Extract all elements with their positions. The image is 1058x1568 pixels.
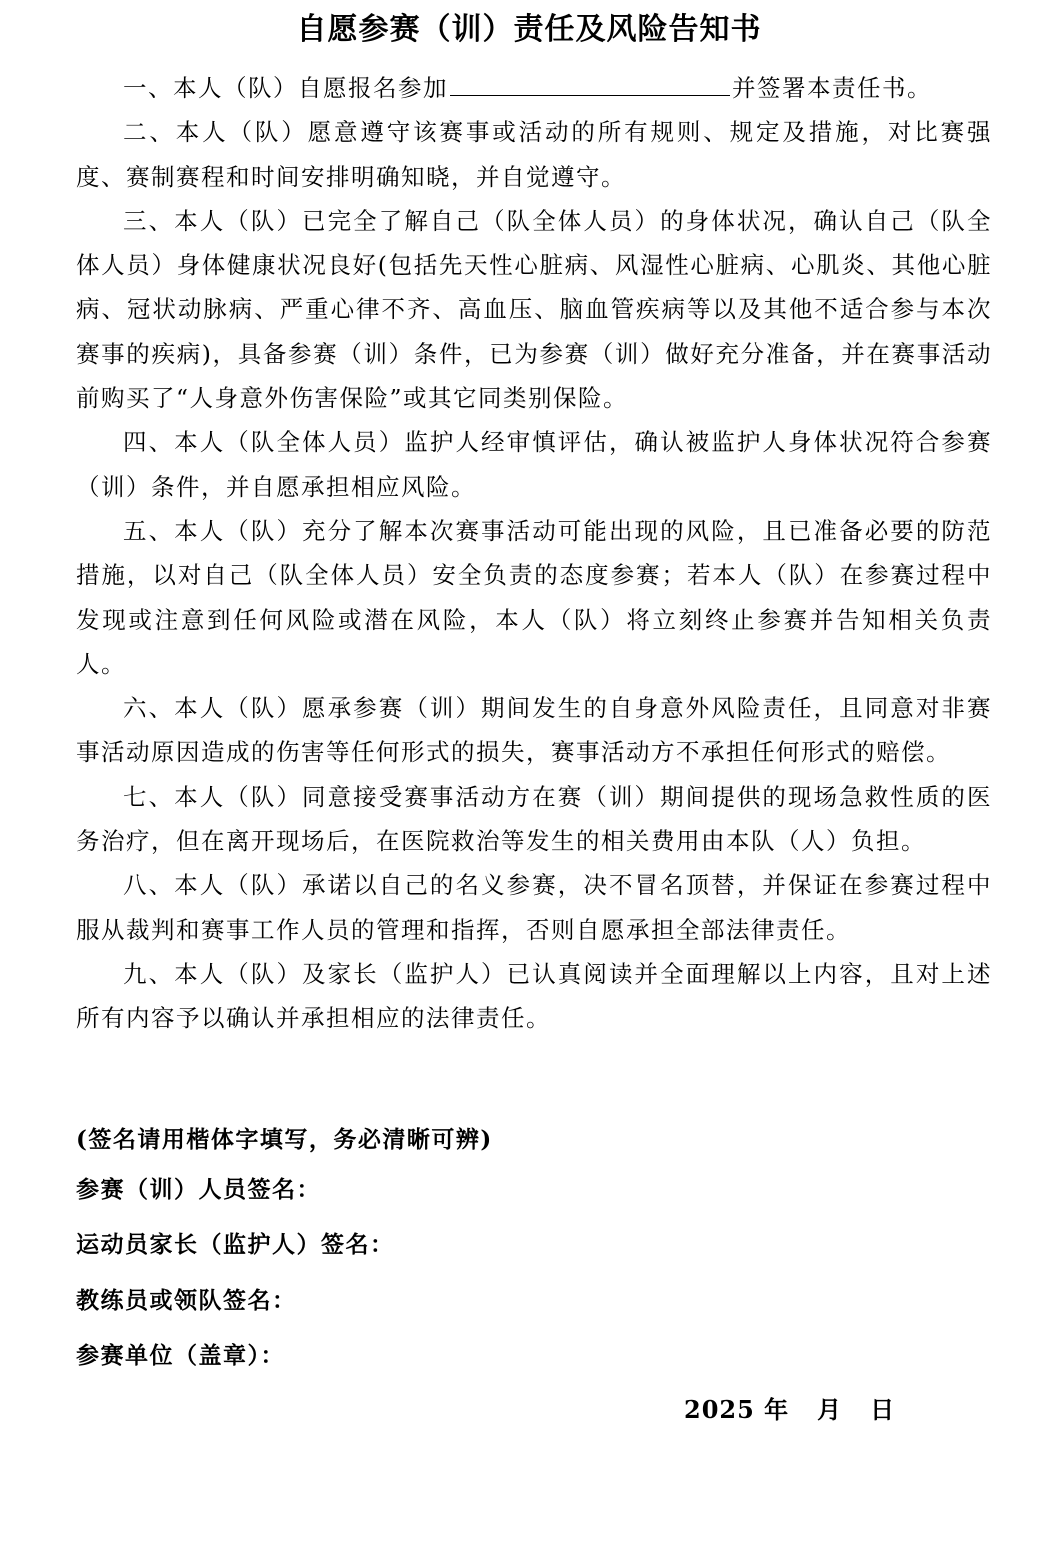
date-year-label: 年 (764, 1395, 790, 1424)
document-body (76, 66, 992, 1041)
clause-7: 七、本人（队）同意接受赛事活动方在赛（训）期间提供的现场急救性质的医务治疗，但在离开现场后，在医院救治等发生的相关费用由本队（人）负担。 (76, 782, 992, 856)
clause-2: 二、本人（队）愿意遵守该赛事或活动的所有规则、规定及措施，对比赛强度、赛制赛程和时间安排明确知晓，并自觉遵守。 (76, 118, 992, 191)
clause-9: 九、本人（队）及家长（监护人）已认真阅读并全面理解以上内容，且对上述所有内容予以确认并承担相应的法律责任。 (76, 959, 992, 1033)
signing-date (684, 1390, 895, 1430)
date-day-label: 日 (870, 1395, 896, 1424)
guardian-signature-label: 运动员家长（监护人）签名： (76, 1231, 395, 1259)
participant-signature-label: 参赛（训）人员签名： (76, 1176, 321, 1203)
clause-1-tail: 并签署本责任书。 (732, 74, 932, 102)
unit-stamp-label: 参赛单位（盖章）： (76, 1341, 285, 1369)
clause-1 (76, 66, 992, 110)
event-name-blank[interactable] (450, 69, 730, 96)
document-title: 自愿参赛（训）责任及风险告知书 (296, 12, 762, 47)
clause-3: 三、本人（队）已完全了解自己（队全体人员）的身体状况，确认自己（队全体人员）身体健康状况良好(包括先天性心脏病、风湿性心脏病、心肌炎、其他心脏病、冠状动脉病、严重心律不齐、高血压、脑血管疾病等以及其他不适合参与本次赛事的疾病)，具备参赛（训）条件，已为参赛（训）做好充分准备，并在赛事活动前购买了“人身意外伤害保险”或其它同类别保险。 (76, 206, 992, 413)
clause-1-lead: 一、本人（队）自愿报名参加 (123, 74, 448, 102)
clause-6: 六、本人（队）愿承参赛（训）期间发生的自身意外风险责任，且同意对非赛事活动原因造成的伤害等任何形式的损失，赛事活动方不承担任何形式的赔偿。 (76, 694, 992, 767)
date-year: 2025 (684, 1395, 755, 1424)
clause-8: 八、本人（队）承诺以自己的名义参赛，决不冒名顶替，并保证在参赛过程中服从裁判和赛事工作人员的管理和指挥，否则自愿承担全部法律责任。 (76, 871, 992, 944)
clause-5: 五、本人（队）充分了解本次赛事活动可能出现的风险，且已准备必要的防范措施，以对自己（队全体人员）安全负责的态度参赛；若本人（队）在参赛过程中发现或注意到任何风险或潜在风险，本人（队）将立刻终止参赛并告知相关负责人。 (76, 516, 992, 678)
clause-4: 四、本人（队全体人员）监护人经审慎评估，确认被监护人身体状况符合参赛（训）条件，并自愿承担相应风险。 (76, 428, 992, 501)
signature-note: (签名请用楷体字填写，务必清晰可辨) (76, 1126, 493, 1153)
date-month-label: 月 (817, 1395, 843, 1424)
signature-section (76, 1118, 976, 1383)
coach-signature-label: 教练员或领队签名： (76, 1286, 297, 1314)
